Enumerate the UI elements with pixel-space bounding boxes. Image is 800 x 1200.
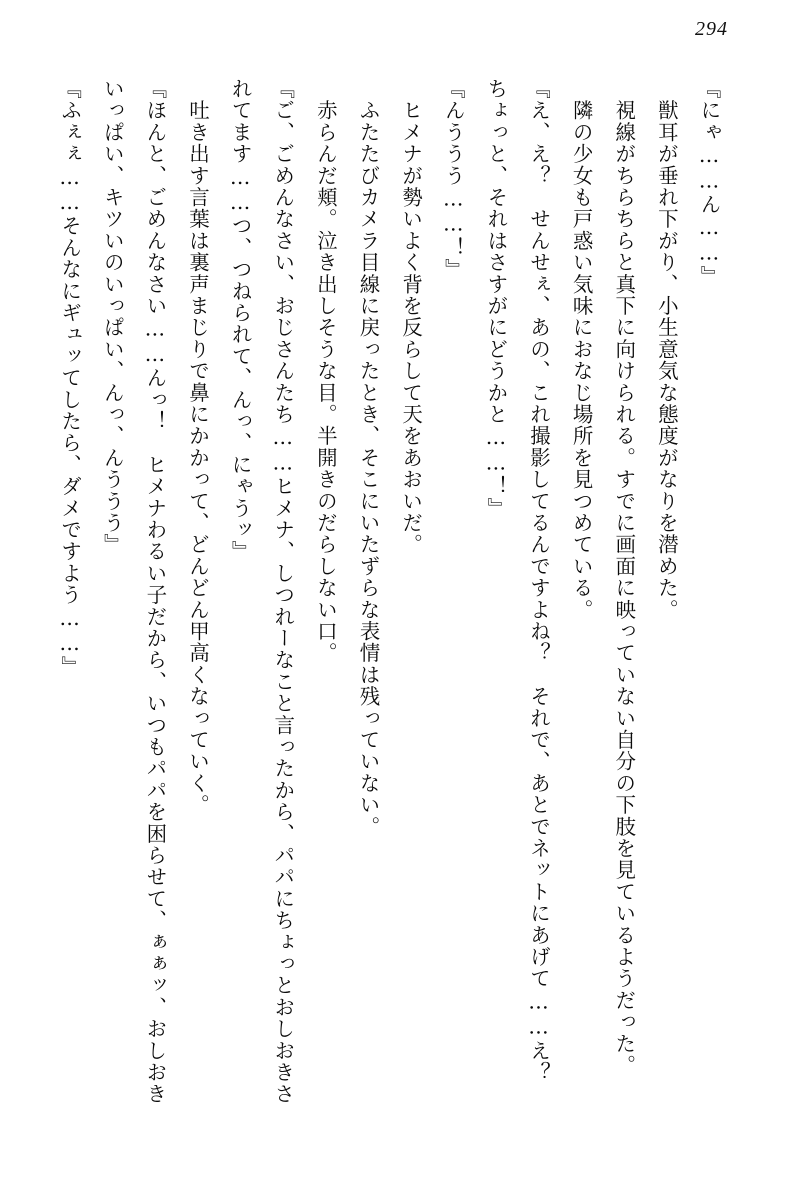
page-body-text (57, 78, 730, 1118)
body-line: 隣の少女も戸惑い気味におなじ場所を見つめている。 (569, 78, 594, 621)
body-line: 『にゃ……ん……』 (697, 78, 721, 288)
body-line: ヒメナが勢いよく背を反らして天をあおいだ。 (398, 78, 423, 556)
body-line: 『ほんと、ごめんなさい……んっ！ ヒメナわるい子だから、いつもパパを困らせて、ぁぁッ、おしおきいっぱい、キツいのいっぱい、んっ、んううう』 (100, 78, 167, 1105)
body-line: 『え、え？ せんせぇ、あの、これ撮影してるんですよね？ それで、あとでネットにあげて……え？ ちょっと、それはさすがにどうかと……！』 (483, 78, 551, 1105)
body-line: 獣耳が垂れ下がり、小生意気な態度がなりを潜めた。 (654, 78, 679, 621)
body-line: 『んううう……！』 (441, 78, 466, 281)
body-line: 『ご、ごめんなさい、おじさんたち……ヒメナ、しつれーなこと言ったから、パパにちょっとおしおきされてます……つ、つねられて、んっ、にゃうッ』 (228, 78, 295, 1105)
body-line: 『ふぇぇ……そんなにギュッてしたら、ダメですよう……』 (57, 78, 82, 678)
body-line: 赤らんだ頬。泣き出しそうな目。半開きのだらしない口。 (313, 78, 338, 664)
body-line: 吐き出す言葉は裏声まじりで鼻にかかって、どんどん甲高くなっていく。 (185, 78, 210, 816)
body-line: ふたたびカメラ目線に戻ったとき、そこにいたずらな表情は残っていない。 (356, 78, 380, 838)
body-line: 視線がちらちらと真下に向けられる。すでに画面に映っていない自分の下肢を見ているようだった。 (611, 78, 636, 1077)
page-number: 294 (695, 18, 728, 40)
